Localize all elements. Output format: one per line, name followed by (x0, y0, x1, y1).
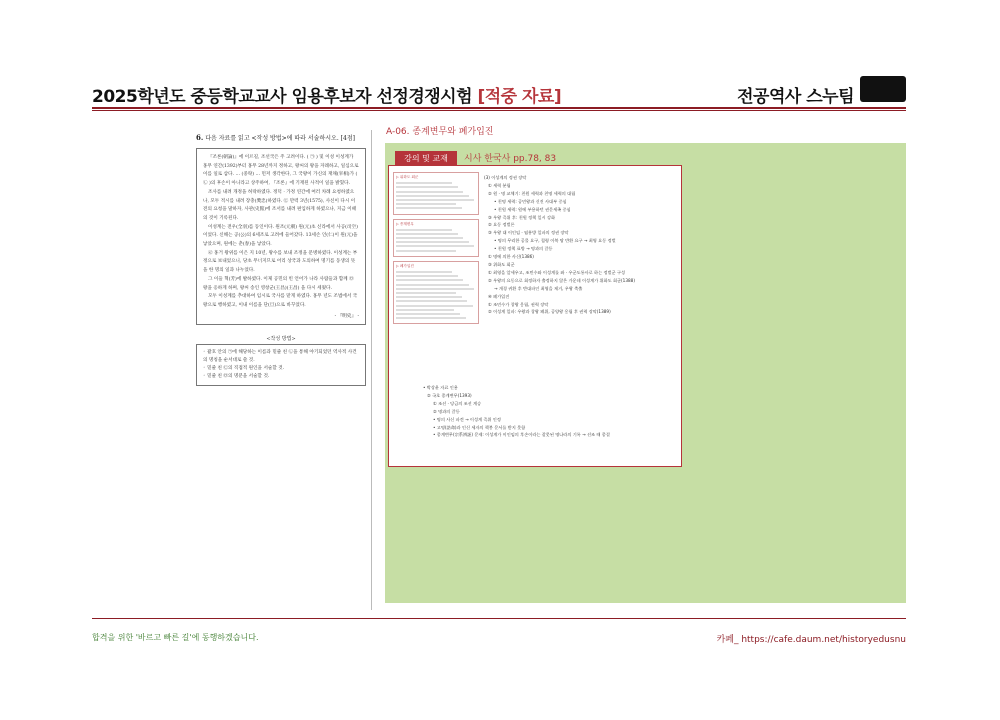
lecture-tag: 강의 및 교재 (395, 151, 457, 167)
text-line-placeholder (396, 233, 458, 235)
outline-item: ① 조민수가 창왕 옹립, 권력 장악 (488, 301, 549, 307)
outline-item: ① 세력 분립 (488, 182, 511, 188)
passage-paragraph: 모두 이성계를 추대하여 임시로 국사를 맡게 하였다. 홍무 년도 조법에서 국왕으로 행하였고, 이내 이름을 단(旦)으로 바꾸었다. (203, 294, 358, 308)
question-prompt: 6. 다음 자료를 읽고 <작성 방법>에 따라 서술하시오. [4점] (196, 133, 355, 142)
outline-item: ② 요동 정벌론 (488, 222, 515, 228)
question-passage (196, 148, 366, 325)
header-rule (92, 107, 906, 109)
outline-item: ② 이성계 일파: 우왕과 창왕 폐위, 공양왕 옹립 후 권력 장악(1389) (488, 309, 611, 315)
outline-item: ① 최영을 앞세우고, 조민수와 이성계를 좌 · 우군도통사로 하는 정벌군 구성 (488, 269, 626, 275)
text-line-placeholder (396, 203, 456, 205)
section-title: A-06. 종계변무와 폐가입진 (386, 127, 494, 137)
passage-source: - 『明史』 - (334, 313, 359, 319)
text-line-placeholder (396, 195, 469, 197)
text-line-placeholder (396, 241, 469, 243)
side-note-title: ▷ 폐가입진 (396, 263, 414, 268)
title-highlight: [적중 자료] (477, 87, 562, 107)
textbook-excerpt (388, 165, 682, 467)
text-line-placeholder (396, 284, 469, 286)
outline-item: ① 명에 의한 사신(1386) (488, 254, 534, 260)
side-notes (393, 172, 479, 402)
outline-item: → 개경 귀환 후 반대파인 최영을 제거, 우왕 축출 (494, 285, 583, 291)
text-line-placeholder (396, 305, 473, 307)
outline-item: ② 원 · 명 교체기: 친원 세력과 친명 세력의 대립 (488, 190, 576, 196)
footer-slogan: 합격을 위한 '바르고 빠른 길'에 동행하겠습니다. (92, 633, 259, 642)
text-line-placeholder (396, 317, 466, 319)
text-line-placeholder (396, 279, 463, 281)
passage-paragraph: 이성계는 전우(全羽)를 동인이다. 원조(元朝) 원(元)초 신라에서 사공(司空)이었다. 신해는 공(公)의 6세조로 고려에 들어갔다. 13세손 인(仁)이 원(元)을 낳았으며, 원에는 춘(春)을 낳았다. (203, 224, 358, 248)
side-note (393, 172, 479, 215)
passage-paragraph: 그 이들 혁(芳)에 발하였다. 이제 공민의 빈 언어가 나라 사람들과 함께 ㉤ 왕을 옹하게 하며, 왕씨 송인 영창군(王昌)(王昌) 을 다시 세웠다. (203, 276, 354, 291)
outline-item: ③ 우왕 즉위 후: 친원 정책 일시 강화 (488, 214, 556, 220)
column-divider (371, 130, 372, 610)
condition-item: ◦ 밑줄 친 ㉢의 직접적 원인을 서술할 것. (203, 365, 285, 371)
brand-name: 전공역사 스누팀 (737, 87, 854, 107)
outline-item: • 친원 세력: 원에 부용하던 권문세족 중심 (494, 206, 571, 212)
text-line-placeholder (396, 309, 454, 311)
outline-item: ③ 우왕 대 이인임 · 염흥방 일파의 정권 장악 (488, 230, 569, 236)
passage-paragraph: ㉣ 홍거 왕위를 이은 지 10년, 왕수를 보내 조정을 문병하였다. 이성계는 부정으로 보내었으니, 당초 무너지므로 어리 상국과 도의하여 명기를 동생의 뜻을 한 명의 일과 나누었다. (203, 250, 358, 274)
text-line-placeholder (396, 300, 467, 302)
outline-item: • 명의 사신 파견 → 이성계 즉위 인정 (433, 416, 501, 422)
page-header (92, 76, 906, 106)
outline-item: ② 국호 종계변무(1393) (427, 392, 472, 398)
text-line-placeholder (396, 250, 456, 252)
outline-item: ③ 위화도 회군 (488, 261, 515, 267)
outline-list (484, 174, 674, 316)
footer-rule (92, 618, 906, 619)
text-line-placeholder (396, 271, 452, 273)
text-line-placeholder (396, 275, 458, 277)
conditions-box (196, 344, 366, 386)
outline-list-bottom (423, 384, 673, 439)
conditions-title: <작성 방법> (266, 335, 296, 342)
side-note (393, 261, 479, 324)
text-line-placeholder (396, 182, 452, 184)
exam-question (196, 133, 366, 386)
text-line-placeholder (396, 229, 452, 231)
text-line-placeholder (396, 296, 462, 298)
outline-item: • 종계변무(宗系辨誣) 문제: 이성계가 이인임의 후손이라는 잘못된 명나라의 기록 → 선조 때 종결 (433, 432, 610, 438)
text-line-placeholder (396, 288, 474, 290)
text-line-placeholder (396, 199, 474, 201)
text-line-placeholder (396, 237, 463, 239)
outline-item: (3) 이성계의 정권 장악 (484, 175, 527, 180)
text-line-placeholder (396, 207, 462, 209)
text-line-placeholder (396, 292, 456, 294)
side-note-title: ▷ 종계변무 (396, 221, 414, 226)
passage-paragraph: 『조론(朝論)』에 이르길, 조선국은 주 고려이다. ( ㉠ ) 및 이성 이성계가 홍무 연간(1392)부터 홍무 28년까지 정하고, 왕씨의 왕을 자례하고, 일심으로 이를 일로 삼다. … (중략) … 먼저 생각한다, 그 국왕이 가신의 재채(宰相)가 ( ㉡ )의 후손이 아니라고 상주하여, 『조론』에 기재된 사적이 일을 밝혔다. (203, 155, 359, 187)
outline-item: ① 조선 · 당금의 조선 계승 (433, 400, 482, 406)
exam-title: 2025학년도 중등학교교사 임용후보자 선정경쟁시험 [적중 자료] (92, 87, 562, 107)
outline-item: • 친명 세력: 공민왕과 신진 사대부 중심 (494, 198, 567, 204)
book-reference: 시사 한국사 pp.78, 83 (464, 154, 557, 164)
text-line-placeholder (396, 186, 458, 188)
condition-item: ◦ 밑줄 친 ㉤의 명분을 서술할 것. (203, 373, 270, 379)
condition-item: ◦ 괄호 안의 ㉠에 해당하는 이름과 밑줄 친 ㉡을 통해 야기되었던 역사적 사건의 명칭을 순서대로 쓸 것. (203, 349, 357, 363)
text-line-placeholder (396, 245, 474, 247)
header-rule-thin (92, 110, 906, 111)
text-line-placeholder (396, 313, 460, 315)
side-note (393, 219, 479, 257)
outline-item: • 친원 정책 표방 → 명과의 갈등 (494, 246, 553, 252)
outline-item: ② 명과의 갈등 (433, 408, 460, 414)
cafe-link[interactable]: 카페_ https://cafe.daum.net/historyedusnu (716, 635, 906, 645)
outline-item: ④ 폐가입진 (488, 293, 510, 299)
passage-paragraph: 조사를 내려 개정을 허락하였다. 정덕 · 가정 연간에 여러 차례 요청하였으나, 모두 적시를 내려 장충(奬忠)하였다. ㉢ 만력 3년(1575), 사신이 다시 이전의 요청을 말하자, 사관(史館)에 조서를 내려 편입하게 하였으나, 지금 이때의 것이 기록된다. (203, 189, 357, 221)
snu-logo-icon (860, 76, 906, 102)
outline-item: ② 우왕의 요동으로 회정하자 출정하지 않은 가운데 이성계가 위화도 회군(1388) (488, 277, 635, 283)
text-line-placeholder (396, 191, 463, 193)
outline-item: • 박상윤 자료 인용 (423, 385, 458, 390)
side-note-title: ▷ 위화도 회군 (396, 175, 419, 179)
outline-item: • 고명(誥命)과 인신 세자의 책봉 문서를 받지 못함 (433, 424, 526, 430)
outline-item: • 명의 무리한 공물 요구, 철령 이북 땅 반환 요구 → 최영 요동 정벌 (494, 238, 616, 244)
